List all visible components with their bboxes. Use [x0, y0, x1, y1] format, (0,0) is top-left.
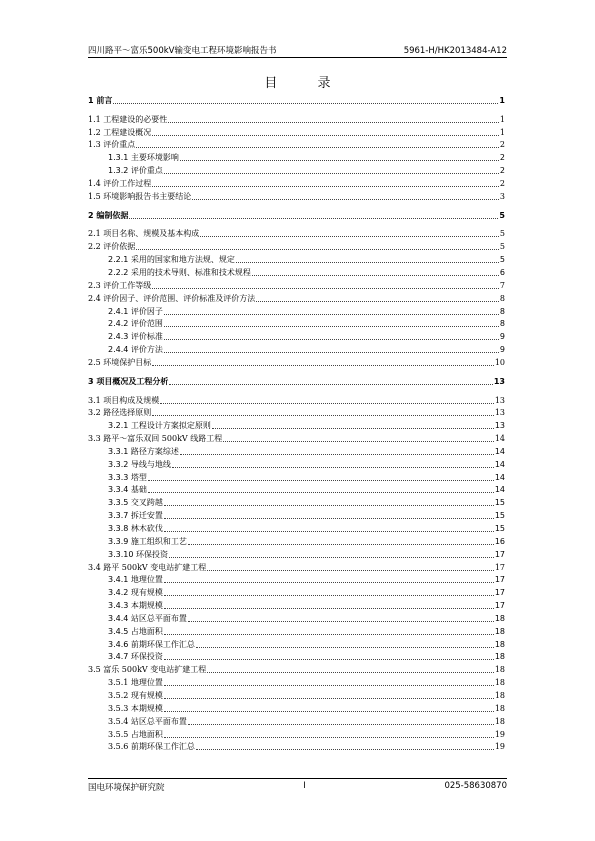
toc-entry[interactable] [88, 419, 505, 432]
toc-entry-page: 1 [499, 95, 505, 105]
toc-entry[interactable] [88, 292, 505, 305]
toc-entry-label: 2.4 评价因子、评价范围、评价标准及评价方法 [88, 293, 256, 303]
toc-entry-page: 8 [499, 293, 505, 303]
toc-entry[interactable] [88, 702, 505, 715]
toc-leader-dots [164, 326, 499, 327]
toc-leader-dots [236, 262, 499, 263]
toc-entry-page: 9 [499, 332, 505, 342]
toc-entry[interactable] [88, 663, 505, 676]
toc-entry[interactable] [88, 561, 505, 574]
toc-entry-page: 15 [494, 511, 505, 521]
toc-leader-dots [129, 218, 498, 219]
toc-entry-page: 6 [499, 267, 505, 277]
toc-entry[interactable] [88, 676, 505, 689]
toc-entry-page: 18 [494, 703, 505, 713]
toc-entry-page: 15 [494, 498, 505, 508]
toc-entry-label: 2.2 评价依据 [88, 242, 136, 252]
toc-entry-label: 3.4.6 前期环保工作汇总 [108, 639, 195, 649]
toc-leader-dots [152, 288, 499, 289]
toc-leader-dots [160, 403, 494, 404]
toc-leader-dots [164, 531, 494, 532]
toc-leader-dots [256, 301, 499, 302]
toc-leader-dots [164, 698, 494, 699]
toc-entry-page: 7 [499, 280, 505, 290]
toc-entry[interactable] [88, 612, 505, 625]
toc-entry-page: 8 [499, 319, 505, 329]
toc-entry-page: 5 [499, 210, 505, 220]
toc-entry-label: 3.4.7 环保投资 [108, 652, 163, 662]
toc-leader-dots [164, 505, 494, 506]
toc-entry-label: 3.5.5 占地面积 [108, 729, 163, 739]
toc-entry-label: 3.5.6 前期环保工作汇总 [108, 742, 195, 752]
toc-entry[interactable] [88, 394, 505, 407]
toc-entry[interactable] [88, 496, 505, 509]
toc-entry-page: 5 [499, 255, 505, 265]
toc-entry-label: 3.4.1 地理位置 [108, 575, 163, 585]
toc-leader-dots [152, 135, 499, 136]
toc-leader-dots [164, 659, 494, 660]
toc-entry-label: 1.3.1 主要环境影响 [108, 153, 179, 163]
toc-entry[interactable] [88, 330, 505, 343]
toc-entry-label: 3.3.10 环保投资 [108, 549, 168, 559]
toc-leader-dots [164, 634, 494, 635]
toc-leader-dots [207, 672, 494, 673]
toc-entry-label: 3.3.7 拆迁安置 [108, 511, 163, 521]
toc-entry[interactable] [88, 318, 505, 331]
toc-entry-page: 10 [494, 357, 505, 367]
toc-entry-page: 14 [494, 434, 505, 444]
toc-entry[interactable] [88, 356, 505, 369]
organization-name: 国电环境保护研究院 [88, 783, 165, 793]
toc-leader-dots [164, 595, 494, 596]
toc-entry-page: 14 [494, 485, 505, 495]
toc-leader-dots [164, 685, 494, 686]
toc-entry-label: 2.5 环境保护目标 [88, 357, 152, 367]
toc-entry-page: 18 [494, 613, 505, 623]
toc-entry-label: 2.3 评价工作等级 [88, 280, 152, 290]
toc-entry[interactable] [88, 343, 505, 356]
toc-leader-dots [196, 647, 494, 648]
toc-entry[interactable] [88, 164, 505, 177]
toc-leader-dots [252, 275, 499, 276]
toc-entry[interactable] [88, 599, 505, 612]
toc-entry-page: 16 [494, 536, 505, 546]
toc-entry[interactable] [88, 266, 505, 279]
toc-leader-dots [172, 467, 494, 468]
toc-leader-dots [164, 352, 499, 353]
toc-entry[interactable] [88, 407, 505, 420]
toc-leader-dots [196, 749, 494, 750]
toc-leader-dots [164, 314, 499, 315]
toc-leader-dots [169, 384, 493, 385]
toc-entry-label: 3.3.9 施工组织和工艺 [108, 536, 187, 546]
toc-entry[interactable] [88, 548, 505, 561]
toc-entry-label: 2.2.1 采用的国家和地方法规、规定 [108, 255, 235, 265]
toc-entry[interactable] [88, 228, 505, 241]
toc-entry-label: 3.4.2 现有规模 [108, 588, 163, 598]
toc-entry-page: 17 [494, 601, 505, 611]
toc-leader-dots [164, 173, 499, 174]
toc-entry-label: 2.4.2 评价范围 [108, 319, 163, 329]
toc-entry-page: 18 [494, 652, 505, 662]
toc-entry-label: 1.5 环境影响报告书主要结论 [88, 191, 192, 201]
toc-entry-page: 8 [499, 306, 505, 316]
toc-entry[interactable] [88, 728, 505, 741]
toc-entry-label: 3.5.4 站区总平面布置 [108, 716, 187, 726]
page-number: I [303, 781, 306, 791]
toc-entry[interactable] [88, 651, 505, 664]
toc-entry-label: 1.3 评价重点 [88, 140, 136, 150]
toc-entry-label: 3 项目概况及工程分析 [88, 376, 169, 386]
toc-entry-page: 14 [494, 446, 505, 456]
toc-entry-page: 17 [494, 562, 505, 572]
toc-leader-dots [152, 415, 494, 416]
toc-leader-dots [136, 249, 499, 250]
toc-entry-page: 18 [494, 678, 505, 688]
toc-entry[interactable] [88, 279, 505, 292]
toc-entry-page: 19 [494, 729, 505, 739]
toc-leader-dots [113, 103, 498, 104]
toc-entry-label: 2.4.4 评价方法 [108, 345, 163, 355]
toc-entry-page: 17 [494, 575, 505, 585]
toc-entry-page: 1 [499, 114, 505, 124]
toc-entry-page: 18 [494, 639, 505, 649]
page-header [88, 42, 507, 56]
toc-entry-page: 13 [494, 395, 505, 405]
toc-leader-dots [164, 737, 494, 738]
toc-entry-page: 2 [499, 140, 505, 150]
toc-entry-page: 9 [499, 345, 505, 355]
toc-entry[interactable] [88, 715, 505, 728]
toc-entry-label: 1.4 评价工作过程 [88, 178, 152, 188]
toc-entry-label: 1.2 工程建设概况 [88, 127, 152, 137]
toc-entry[interactable] [88, 509, 505, 522]
toc-entry[interactable] [88, 625, 505, 638]
toc-entry[interactable] [88, 240, 505, 253]
toc-leader-dots [188, 621, 494, 622]
toc-leader-dots [152, 365, 494, 366]
toc-entry[interactable] [88, 586, 505, 599]
toc-leader-dots [207, 570, 494, 571]
toc-entry[interactable] [88, 689, 505, 702]
toc-entry-page: 17 [494, 549, 505, 559]
toc-entry-label: 1.3.2 评价重点 [108, 166, 163, 176]
toc-leader-dots [164, 518, 494, 519]
toc-entry[interactable] [88, 139, 505, 152]
toc-entry-label: 3.3.4 基础 [108, 485, 147, 495]
toc-entry-label: 3.4.4 站区总平面布置 [108, 613, 187, 623]
toc-entry-label: 3.3.1 路径方案综述 [108, 446, 179, 456]
toc-entry-page: 15 [494, 524, 505, 533]
toc-entry[interactable] [88, 471, 505, 484]
toc-entry-label: 2.2.2 采用的技术导则、标准和技术规程 [108, 267, 251, 277]
toc-leader-dots [168, 122, 499, 123]
toc-entry[interactable] [88, 432, 505, 445]
toc-entry-label: 3.2 路径选择原则 [88, 408, 152, 418]
toc-leader-dots [148, 492, 494, 493]
toc-entry-page: 17 [494, 588, 505, 598]
toc-entry-label: 3.4.5 占地面积 [108, 626, 163, 636]
toc-entry-page: 18 [494, 626, 505, 636]
toc-entry-label: 2.4.3 评价标准 [108, 332, 163, 342]
toc-entry[interactable] [88, 458, 505, 471]
toc-leader-dots [164, 608, 494, 609]
toc-entry-label: 3.3.5 交叉跨越 [108, 498, 163, 508]
toc-leader-dots [164, 711, 494, 712]
toc-entry[interactable] [88, 126, 505, 139]
toc-entry-page: 18 [494, 690, 505, 700]
toc-entry-label: 3.4 路平 500kV 变电站扩建工程 [88, 562, 207, 572]
toc-leader-dots [164, 582, 494, 583]
toc-entry[interactable] [88, 305, 505, 318]
footer-divider [88, 778, 507, 779]
toc-entry-page: 2 [499, 178, 505, 188]
toc-entry[interactable] [88, 741, 505, 754]
toc-entry[interactable] [88, 151, 505, 164]
toc-entry[interactable] [88, 445, 505, 458]
toc-entry-page: 5 [499, 229, 505, 239]
header-divider [88, 57, 507, 58]
toc-entry-label: 3.4.3 本期规模 [108, 601, 163, 611]
toc-entry[interactable] [88, 535, 505, 548]
toc-entry-label: 3.3.3 塔型 [108, 472, 147, 482]
toc-entry[interactable] [88, 484, 505, 497]
toc-leader-dots [223, 441, 494, 442]
page-footer [88, 781, 507, 793]
toc-entry[interactable] [88, 94, 505, 107]
toc-entry-page: 18 [494, 665, 505, 675]
toc-entry-page: 2 [499, 166, 505, 176]
toc-entry[interactable] [88, 638, 505, 651]
toc-entry-label: 2.1 项目名称、规模及基本构成 [88, 229, 200, 239]
toc-leader-dots [212, 428, 494, 429]
toc-heading: 目 录 [264, 76, 349, 91]
toc-entry-page: 14 [494, 472, 505, 482]
toc-leader-dots [188, 724, 494, 725]
toc-entry-page: 3 [499, 191, 505, 201]
document-id: 5961-H/HK2013484-A12 [403, 46, 507, 56]
toc-entry-page: 18 [494, 716, 505, 726]
toc-entry-label: 3.5 富乐 500kV 变电站扩建工程 [88, 665, 207, 675]
table-of-contents [88, 94, 505, 753]
toc-entry[interactable] [88, 574, 505, 587]
toc-leader-dots [188, 544, 494, 545]
toc-entry[interactable] [88, 113, 505, 126]
toc-entry[interactable] [88, 209, 505, 222]
toc-entry-page: 14 [494, 459, 505, 469]
toc-leader-dots [152, 186, 499, 187]
toc-entry-label: 3.5.2 现有规模 [108, 690, 163, 700]
toc-leader-dots [180, 454, 494, 455]
toc-entry-page: 2 [499, 153, 505, 163]
toc-entry-page: 13 [494, 408, 505, 418]
toc-entry[interactable] [88, 190, 505, 203]
toc-leader-dots [169, 557, 494, 558]
phone-number: 025-58630870 [444, 781, 507, 791]
toc-entry[interactable] [88, 253, 505, 266]
toc-entry-label: 3.5.1 地理位置 [108, 678, 163, 688]
toc-entry-label: 3.3.2 导线与地线 [108, 459, 171, 469]
toc-entry-page: 13 [493, 376, 505, 386]
toc-entry-label: 3.2.1 工程设计方案拟定原则 [108, 421, 211, 431]
toc-leader-dots [180, 160, 499, 161]
toc-entry-page: 5 [499, 242, 505, 252]
toc-entry-page: 13 [494, 421, 505, 431]
toc-entry[interactable] [88, 375, 505, 388]
toc-entry-label: 1.1 工程建设的必要性 [88, 114, 168, 124]
toc-entry-label: 3.3.8 林木砍伐 [108, 524, 163, 533]
toc-entry-label: 1 前言 [88, 95, 113, 105]
toc-leader-dots [200, 236, 499, 237]
toc-entry-label: 2.4.1 评价因子 [108, 306, 163, 316]
toc-entry[interactable] [88, 522, 505, 535]
toc-entry-label: 3.5.3 本期规模 [108, 703, 163, 713]
toc-entry-page: 19 [494, 742, 505, 752]
toc-leader-dots [148, 480, 494, 481]
toc-entry-label: 3.3 路平～富乐双回 500kV 线路工程 [88, 434, 223, 444]
report-title: 四川路平～富乐500kV输变电工程环境影响报告书 [88, 46, 277, 56]
toc-leader-dots [164, 339, 499, 340]
toc-leader-dots [192, 199, 499, 200]
toc-entry-page: 1 [499, 127, 505, 137]
toc-entry[interactable] [88, 177, 505, 190]
toc-leader-dots [136, 147, 499, 148]
toc-entry-label: 2 编制依据 [88, 210, 129, 220]
toc-entry-label: 3.1 项目构成及规模 [88, 395, 160, 405]
